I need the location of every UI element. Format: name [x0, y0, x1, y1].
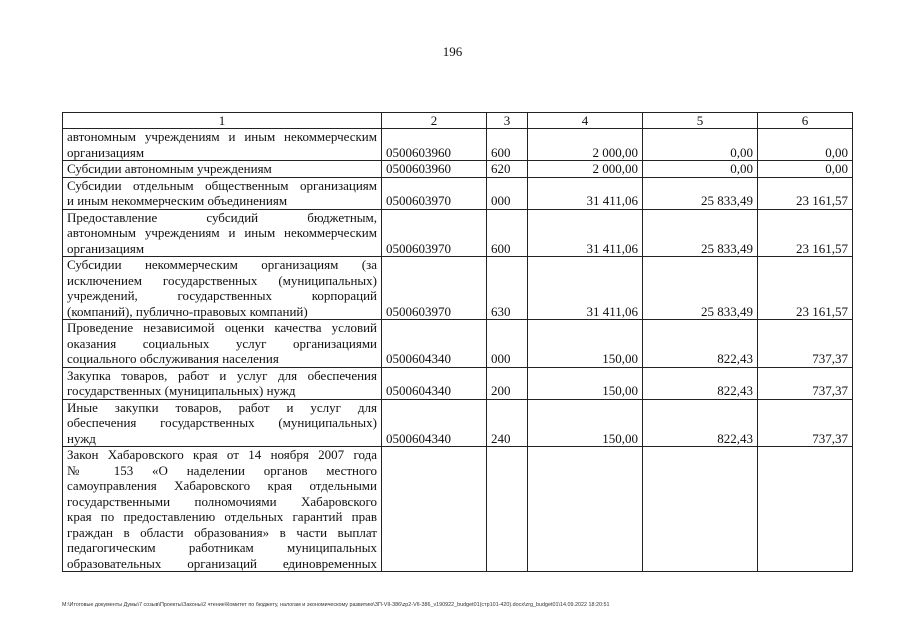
file-path-footer: M:\Итоговые документы Думы\7 созыв\Проекты\Законы\2 чтение\Комитет по бюджету, налогам и экономическому развитию\ЗП-VII-386\zp2-VII-386_v190922_budget01(стр101-420).docx\zrg_budget01\14.09.2022 18:20:51	[62, 602, 610, 608]
header-col-5: 5	[643, 113, 758, 129]
row-description	[63, 257, 382, 320]
row-value-col4: 150,00	[528, 320, 643, 368]
row-code	[382, 447, 487, 572]
row-value-col6: 0,00	[758, 129, 853, 161]
row-value-col4	[528, 447, 643, 572]
header-col-2: 2	[382, 113, 487, 129]
row-value-col6: 23 161,57	[758, 257, 853, 320]
row-value-col5: 25 833,49	[643, 257, 758, 320]
row-value-col4: 2 000,00	[528, 161, 643, 178]
row-code: 0500603970	[382, 177, 487, 209]
row-value-col4: 31 411,06	[528, 177, 643, 209]
header-row	[63, 113, 853, 129]
row-expense-type: 600	[487, 129, 528, 161]
table-header	[63, 113, 853, 129]
row-value-col5: 822,43	[643, 399, 758, 447]
description-line: края по предоставлению отдельных гарантий прав	[67, 509, 377, 524]
description-line: Проведение независимой оценки качества условий	[67, 320, 377, 335]
table-row	[63, 209, 853, 257]
description-line: Субсидии автономным учреждениям	[67, 161, 272, 176]
row-description	[63, 177, 382, 209]
table-row	[63, 177, 853, 209]
row-expense-type: 000	[487, 320, 528, 368]
table-row	[63, 161, 853, 178]
row-value-col6: 0,00	[758, 161, 853, 178]
row-value-col6: 23 161,57	[758, 209, 853, 257]
description-line: Субсидии некоммерческим организациям (за	[67, 257, 377, 272]
row-code: 0500603960	[382, 161, 487, 178]
row-description	[63, 320, 382, 368]
row-value-col4: 2 000,00	[528, 129, 643, 161]
row-value-col4: 31 411,06	[528, 257, 643, 320]
row-value-col6: 737,37	[758, 320, 853, 368]
description-line: социального обслуживания населения	[67, 351, 279, 366]
description-line: автономным учреждениям и иным некоммерческим	[67, 129, 377, 144]
row-value-col4: 31 411,06	[528, 209, 643, 257]
row-expense-type: 630	[487, 257, 528, 320]
row-description	[63, 399, 382, 447]
table-row	[63, 399, 853, 447]
description-line: оказания социальных услуг организациями	[67, 335, 377, 351]
row-expense-type: 620	[487, 161, 528, 178]
row-value-col4: 150,00	[528, 399, 643, 447]
description-line: граждан в области образования» в части выплат	[67, 524, 377, 540]
description-line: учреждений, государственных корпораций	[67, 288, 377, 303]
header-col-1: 1	[63, 113, 382, 129]
description-line: Закупка товаров, работ и услуг для обеспечения	[67, 367, 377, 383]
description-line: Закон Хабаровского края от 14 ноября 2007 года	[67, 447, 377, 462]
row-description	[63, 367, 382, 399]
page-number: 196	[442, 44, 463, 59]
row-description	[63, 161, 382, 178]
row-value-col4: 150,00	[528, 367, 643, 399]
row-value-col5: 0,00	[643, 129, 758, 161]
row-value-col5	[643, 447, 758, 572]
row-value-col5: 25 833,49	[643, 177, 758, 209]
row-value-col5: 822,43	[643, 367, 758, 399]
row-description	[63, 209, 382, 257]
table-row	[63, 129, 853, 161]
row-code: 0500603970	[382, 257, 487, 320]
row-code: 0500603970	[382, 209, 487, 257]
header-col-3: 3	[487, 113, 528, 129]
table-row	[63, 320, 853, 368]
description-line: исключением государственных (муниципальных)	[67, 272, 377, 288]
description-line: образовательных организаций единовременных	[67, 555, 377, 571]
row-code: 0500604340	[382, 399, 487, 447]
row-value-col6: 737,37	[758, 367, 853, 399]
row-value-col6	[758, 447, 853, 572]
row-value-col5: 25 833,49	[643, 209, 758, 257]
description-line: Иные закупки товаров, работ и услуг для	[67, 399, 377, 415]
description-line: Субсидии отдельным общественным организациям	[67, 177, 377, 193]
table-row	[63, 257, 853, 320]
row-description	[63, 129, 382, 161]
row-expense-type: 600	[487, 209, 528, 257]
description-line: организациям	[67, 240, 145, 256]
row-code: 0500604340	[382, 367, 487, 399]
description-line: государственными полномочиями Хабаровского	[67, 493, 377, 509]
row-expense-type: 240	[487, 399, 528, 447]
row-expense-type	[487, 447, 528, 572]
row-value-col6: 23 161,57	[758, 177, 853, 209]
budget-table	[62, 112, 853, 572]
row-value-col6: 737,37	[758, 399, 853, 447]
description-line: педагогическим работникам муниципальных	[67, 540, 377, 555]
description-line: нужд	[67, 430, 96, 446]
table-body	[63, 129, 853, 572]
description-line: (компаний), публично-правовых компаний)	[67, 303, 308, 319]
row-expense-type: 200	[487, 367, 528, 399]
row-code: 0500604340	[382, 320, 487, 368]
description-line: № 153 «О наделении органов местного	[67, 462, 377, 478]
description-line: самоуправления Хабаровского края отдельными	[67, 478, 377, 493]
header-col-4: 4	[528, 113, 643, 129]
table-row	[63, 367, 853, 399]
row-description	[63, 447, 382, 572]
row-code: 0500603960	[382, 129, 487, 161]
description-line: и иным некоммерческим объединениям	[67, 193, 288, 208]
header-col-6: 6	[758, 113, 853, 129]
table-row	[63, 447, 853, 572]
row-value-col5: 822,43	[643, 320, 758, 368]
description-line: обеспечения государственных (муниципальных)	[67, 415, 377, 430]
row-expense-type: 000	[487, 177, 528, 209]
description-line: автономным учреждениям и иным некоммерческим	[67, 225, 377, 240]
row-value-col5: 0,00	[643, 161, 758, 178]
description-line: государственных (муниципальных) нужд	[67, 383, 296, 398]
description-line: Предоставление субсидий бюджетным,	[67, 209, 377, 225]
description-line: организациям	[67, 144, 145, 160]
